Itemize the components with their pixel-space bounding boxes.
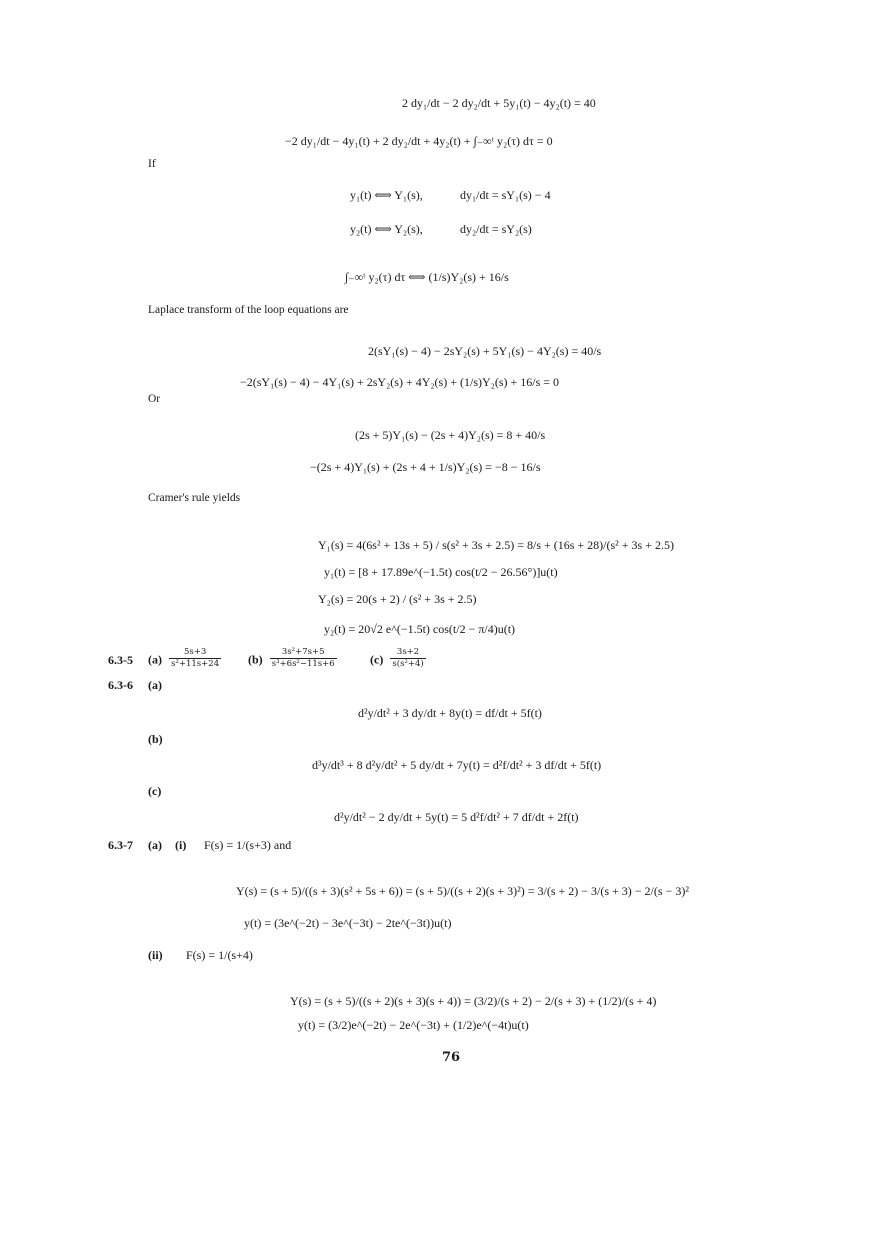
transform-dy1: dy₁/dt = sY₁(s) − 4 — [460, 188, 551, 202]
loop-equation-1: 2(sY₁(s) − 4) − 2sY₂(s) + 5Y₁(s) − 4Y₂(s) = 40/s — [368, 344, 602, 358]
problem-6-3-6-a-equation: d²y/dt² + 3 dy/dt + 8y(t) = df/dt + 5f(t) — [358, 706, 542, 720]
page-number: 76 — [442, 1050, 461, 1065]
transform-integral: ∫₋∞ᵗ y₂(τ) dτ ⟺ (1/s)Y₂(s) + 16/s — [345, 270, 509, 284]
transform-dy2: dy₂/dt = sY₂(s) — [460, 222, 532, 236]
solution-Y1: Y₁(s) = 4(6s² + 13s + 5) / s(s² + 3s + 2.5) = 8/s + (16s + 28)/(s² + 3s + 2.5) — [318, 538, 674, 552]
problem-6-3-7-i-tag: (i) — [175, 838, 187, 852]
simplified-equation-1: (2s + 5)Y₁(s) − (2s + 4)Y₂(s) = 8 + 40/s — [355, 428, 546, 442]
transform-y2: y₂(t) ⟺ Y₂(s), — [350, 222, 423, 236]
problem-6-3-6-label: 6.3-6 — [108, 678, 133, 692]
problem-6-3-6-c-tag: (c) — [148, 784, 162, 798]
problem-6-3-7-ii-tag: (ii) — [148, 948, 163, 962]
problem-6-3-7-i-y: y(t) = (3e^(−2t) − 3e^(−3t) − 2te^(−3t))u(t) — [244, 916, 452, 930]
laplace-text: Laplace transform of the loop equations are — [148, 304, 349, 316]
problem-6-3-6-a-tag: (a) — [148, 678, 162, 692]
transform-y1: y₁(t) ⟺ Y₁(s), — [350, 188, 423, 202]
solution-y2: y₂(t) = 20√2 e^(−1.5t) cos(t/2 − π/4)u(t) — [324, 622, 516, 636]
problem-6-3-7-ii-Y: Y(s) = (s + 5)/((s + 2)(s + 3)(s + 4)) = (3/2)/(s + 2) − 2/(s + 3) + (1/2)/(s + 4) — [290, 994, 657, 1008]
if-label: If — [148, 158, 156, 170]
intro-equation-1: 2 dy₁/dt − 2 dy₂/dt + 5y₁(t) − 4y₂(t) = 40 — [402, 96, 596, 110]
problem-6-3-7-i-Y: Y(s) = (s + 5)/((s + 3)(s² + 5s + 6)) = (s + 5)/((s + 2)(s + 3)²) = 3/(s + 2) − 3/(s + 3) − 2/(s − 3)² — [236, 884, 689, 898]
loop-equation-2: −2(sY₁(s) − 4) − 4Y₁(s) + 2sY₂(s) + 4Y₂(s) + (1/s)Y₂(s) + 16/s = 0 — [240, 375, 560, 389]
problem-6-3-5-b: (b) $\frac{\text{3s²+7s+5}}{\text{s³+6s²−11s+6}}$ — [248, 647, 335, 670]
intro-equation-2: −2 dy₁/dt − 4y₁(t) + 2 dy₂/dt + 4y₂(t) + ∫₋∞ᵗ y₂(τ) dτ = 0 — [285, 134, 553, 148]
problem-6-3-7-a-tag: (a) — [148, 838, 162, 852]
problem-6-3-7-ii-input: F(s) = 1/(s+4) — [186, 948, 253, 962]
problem-6-3-6-b-tag: (b) — [148, 732, 163, 746]
problem-6-3-5-label: 6.3-5 — [108, 653, 133, 667]
cramer-text: Cramer's rule yields — [148, 492, 241, 504]
or-label: Or — [148, 393, 161, 405]
problem-6-3-6-b-equation: d³y/dt³ + 8 d²y/dt² + 5 dy/dt + 7y(t) = d²f/dt² + 3 df/dt + 5f(t) — [312, 758, 602, 772]
problem-6-3-7-i-input: F(s) = 1/(s+3) and — [204, 838, 292, 852]
problem-6-3-7-label: 6.3-7 — [108, 838, 133, 852]
simplified-equation-2: −(2s + 4)Y₁(s) + (2s + 4 + 1/s)Y₂(s) = −8 − 16/s — [310, 460, 541, 474]
problem-6-3-5-c: (c) $\frac{3s+2}{\text{s(s²+4)}}$ — [370, 647, 424, 670]
problem-6-3-7-ii-y: y(t) = (3/2)e^(−2t) − 2e^(−3t) + (1/2)e^(−4t)u(t) — [298, 1018, 529, 1032]
solution-y1: y₁(t) = [8 + 17.89e^(−1.5t) cos(t/2 − 26.56°)]u(t) — [324, 565, 558, 579]
solution-Y2: Y₂(s) = 20(s + 2) / (s² + 3s + 2.5) — [318, 592, 477, 606]
problem-6-3-6-c-equation: d²y/dt² − 2 dy/dt + 5y(t) = 5 d²f/dt² + 7 df/dt + 2f(t) — [334, 810, 579, 824]
problem-6-3-5-a: (a) $\frac{5s+3}{\text{s²+11s+24}}$ — [148, 647, 220, 670]
